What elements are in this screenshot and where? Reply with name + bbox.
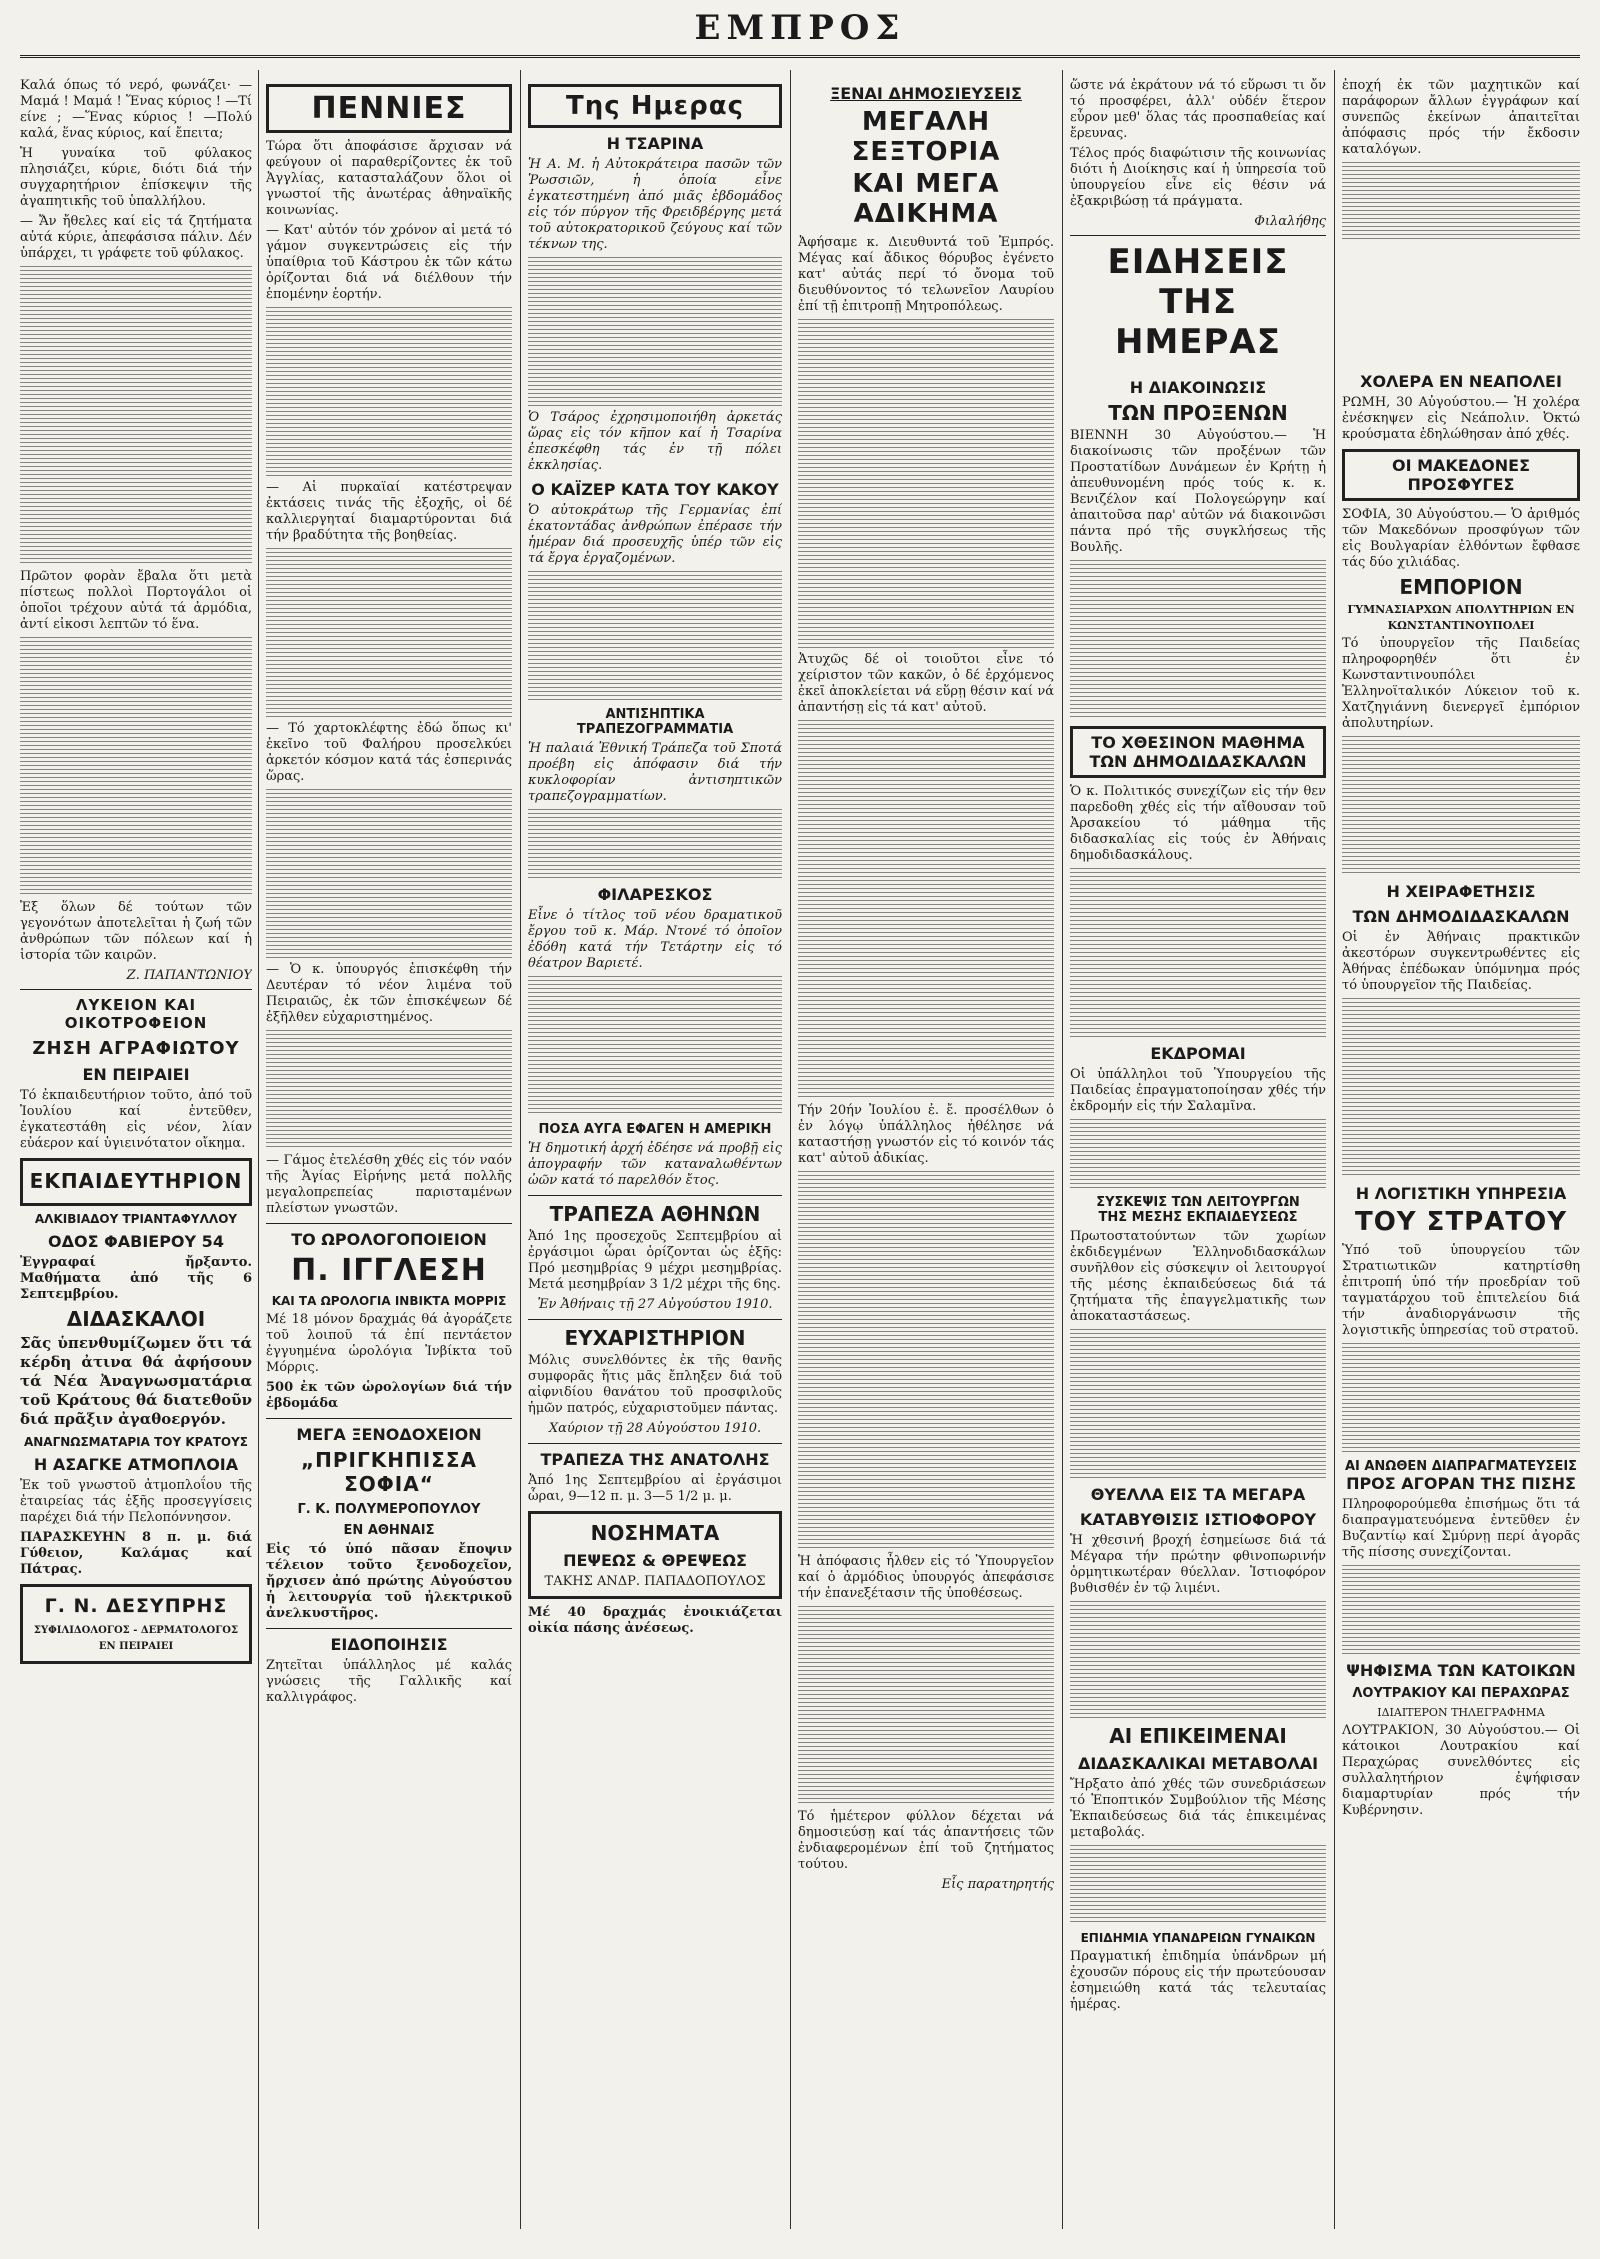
- notice-text: Ἀπό 1ης Σεπτεμβρίου αἱ ἐργάσιμοι ὧραι, 9—12 π. μ. 3—5 1/2 μ. μ.: [528, 1473, 782, 1504]
- ad-text: Ἐγγραφαί ἤρξαντο. Μαθήματα ἀπό τῆς 6 Σεπτεμβρίου.: [20, 1255, 252, 1302]
- story-heading: ΤΩΝ ΠΡΟΞΕΝΩΝ: [1108, 401, 1288, 425]
- ad-text: Σᾶς ὑπενθυμίζωμεν ὅτι τά κέρδη ἀτινα θά ἀφήσουν τά Νέα Ἀναγνωσματάρια τοῦ Κράτους θά διατεθοῦν διά πρᾶξιν ἀγαθοεργόν.: [20, 1334, 252, 1428]
- story-paragraph: Ὁ Τσάρος ἐχρησιμοποιήθη ἀρκετάς ὥρας εἰς τόν κῆπον καί ἡ Τσαρίνα ἐπεσκέφθη τάς ἐν τῇ πόλει ἐκκλησίας.: [528, 410, 782, 473]
- author-signature: Ζ. ΠΑΠΑΝΤΩΝΙΟΥ: [126, 968, 252, 983]
- story-heading: ΨΗΦΙΣΜΑ ΤΩΝ ΚΑΤΟΙΚΩΝ: [1346, 1661, 1576, 1680]
- text-block: [798, 319, 1054, 649]
- section-title: ΠΕΝΝΙΕΣ: [311, 91, 467, 126]
- text-block: [1342, 162, 1580, 242]
- section-title: ΕΙΔΗΣΕΙΣ ΤΗΣ ΗΜΕΡΑΣ: [1107, 242, 1289, 362]
- story-paragraph: Καλά όπως τό νερό, φωνάζει· —Μαμά ! Μαμά ! Ἕνας κύριος ! —Τί είνε ; —Ἕνας κύριος ! —Πολύ καλά, ἕνας κύριος, καί ἔπειτα;: [20, 78, 252, 141]
- story-paragraph: Εἶνε ὁ τίτλος τοῦ νέου δραματικοῦ ἔργου τοῦ κ. Μάρ. Ντονέ τό ὁποῖον ἐδόθη κατά τήν Τετάρτην εἰς τό θέατρον Βαριετέ.: [528, 908, 782, 971]
- ad-title: ΤΟ ΩΡΟΛΟΓΟΠΟΙΕΙΟΝ: [291, 1230, 487, 1249]
- ad-text: Μέ 40 δραχμάς ἐνοικιάζεται οἰκία πάσης ἀνέσεως.: [528, 1605, 782, 1636]
- story-paragraph: Ἀφήσαμε κ. Διευθυντά τοῦ Ἐμπρός. Μέγας καί ἄδικος θόρυβος ἐγένετο κατ' αὐτάς περί τό ὄνομα τοῦ διευθύνοντος τό τελωνεῖον Λαυρίου ἐπί τῇ ἐπιτροπῇ Μητροπόλεως.: [798, 235, 1054, 314]
- story-heading: ΟΙ ΜΑΚΕΔΟΝΕΣ ΠΡΟΣΦΥΓΕΣ: [1392, 456, 1530, 494]
- story-paragraph: Πραγματική ἐπιδημία ὑπάνδρων μή ἐχουσῶν πόρους εἰς τήν πρωτεύουσαν ἐσημειώθη κατά τάς τελευταίας ἡμέρας.: [1070, 1949, 1326, 2012]
- text-block: [1342, 1565, 1580, 1655]
- ad-school-name: ΖΗΣΗ ΑΓΡΑΦΙΩΤΟΥ: [32, 1038, 240, 1059]
- story-heading: Η ΛΟΓΙΣΤΙΚΗ ΥΠΗΡΕΣΙΑ: [1355, 1184, 1567, 1203]
- text-block: [266, 1030, 512, 1150]
- ad-box: [20, 1158, 252, 1206]
- story-paragraph: Τήν 20ήν Ἰουλίου ἐ. ἔ. προσέλθων ὁ ἐν λόγῳ ὑπάλληλος ἠθέλησε νά καταστήσῃ γνωστόν εἰς τό κοινόν τάς κατ' αὐτοῦ ἀδικίας.: [798, 1103, 1054, 1166]
- story-heading: ΑΙ ΕΠΙΚΕΙΜΕΝΑΙ: [1109, 1724, 1287, 1748]
- text-block: [266, 307, 512, 477]
- text-block: [1342, 998, 1580, 1178]
- story-paragraph: Ὑπό τοῦ ὑπουργείου τῶν Στρατιωτικῶν κατηρτίσθη ἐπιτροπή ὑπό τήν προεδρίαν τοῦ ταγματάρχου τοῦ ἐπιτελείου διά τήν ἀναδιοργάνωσιν τῆς λογιστικῆς ὑπηρεσίας τοῦ στρατοῦ.: [1342, 1243, 1580, 1338]
- story-heading: ΕΜΠΟΡΙΟΝ: [1399, 575, 1523, 599]
- text-block: [20, 266, 252, 566]
- ad-title: Γ. Ν. ΔΕΣΥΠΡΗΣ: [44, 1595, 228, 1617]
- story-paragraph: Τώρα ὅτι ἀποφάσισε ἄρχισαν νά φεύγουν οἱ παραθερίζοντες ἐκ τοῦ Ἀγγλίας, κατασταλάζουν ὅλοι οἱ γνωστοί τῆς ἀνωτέρας ἀθηναϊκῆς κοινωνίας.: [266, 139, 512, 218]
- ad-footer: ΑΝΑΓΝΩΣΜΑΤΑΡΙΑ ΤΟΥ ΚΡΑΤΟΥΣ: [23, 1435, 249, 1449]
- story-heading: ΑΝΤΙΣΗΠΤΙΚΑ ΤΡΑΠΕΖΟΓΡΑΜΜΑΤΙΑ: [576, 707, 734, 737]
- divider: [528, 1319, 782, 1320]
- notice-title: ΤΡΑΠΕΖΑ ΑΘΗΝΩΝ: [549, 1202, 761, 1226]
- ad-title: ΕΚΠΑΙΔΕΥΤΗΡΙΟΝ: [29, 1169, 243, 1193]
- text-block: [798, 720, 1054, 1100]
- ad-text: Ζητεῖται ὑπάλληλος μέ καλάς γνώσεις τῆς Γαλλικῆς καί καλλιγράφος.: [266, 1658, 512, 1705]
- story-heading: ΦΙΛΑΡΕΣΚΟΣ: [597, 885, 713, 904]
- story-heading: ΑΙ ΑΝΩΘΕΝ ΔΙΑΠΡΑΓΜΑΤΕΥΣΕΙΣ: [1344, 1459, 1578, 1474]
- column-5: [1070, 78, 1326, 2229]
- text-block: [528, 257, 782, 407]
- divider: [266, 1628, 512, 1629]
- story-paragraph: Ὁ αὐτοκράτωρ τῆς Γερμανίας ἐπί ἑκατοντάδας ἀνθρώπων ἐπέρασε τήν ἡμέραν διά προσευχῆς ὑπέρ τῶν εἰς τά ἔργα ἐργαζομένων.: [528, 503, 782, 566]
- notice-date: Ἐν Ἀθήναις τῇ 27 Αὐγούστου 1910.: [537, 1297, 773, 1312]
- column-divider: [1062, 70, 1063, 2229]
- story-paragraph: — Ὁ κ. ὑπουργός ἐπισκέφθη τήν Δευτέραν τό νέον λιμένα τοῦ Πειραιῶς, ἐκ τῶν ἐπισκέψεων δέ ἐξῆλθεν εὐχαριστημένος.: [266, 962, 512, 1025]
- ad-text: Μέ 18 μόνον δραχμάς θά ἀγοράζετε τοῦ λοιποῦ τά ἐπί πεντάετον ἐγγυημένα ὡρολόγια Ἰνβίκτα τοῦ Μόρρις.: [266, 1312, 512, 1375]
- ad-text: Εἰς τό ὑπό πᾶσαν ἔποψιν τέλειον τοῦτο ξενοδοχεῖον, ἤρχισεν ἀπό πρώτης Αὐγούστου ἡ λειτουργία τοῦ ἠλεκτρικοῦ ἀνελκυστῆρος.: [266, 1542, 512, 1621]
- ad-text: ΠΑΡΑΣΚΕΥΗΝ 8 π. μ. διά Γύθειον, Καλάμας καί Πάτρας.: [20, 1530, 252, 1577]
- story-paragraph: Οἱ ἐν Ἀθήναις πρακτικῶν ἀκεστόρων συγκεντρωθέντες εἰς Ἀθήνας ἐπέδωκαν ὑπόμνημα πρός τό ὑπουργεῖον τῆς Παιδείας.: [1342, 930, 1580, 993]
- text-block: [798, 1171, 1054, 1551]
- masthead-rule: [20, 55, 1580, 58]
- story-heading: ΤΟΥ ΣΤΡΑΤΟΥ: [1354, 1207, 1568, 1237]
- ad-title: ΔΙΔΑΣΚΑΛΟΙ: [66, 1307, 206, 1331]
- story-paragraph: Ἡ δημοτική ἀρχή ἐδέησε νά προβῇ εἰς ἀπογραφήν τῶν καταναλωθέντων ὠῶν κατά τό παρελθόν ἔτος.: [528, 1141, 782, 1188]
- author-signature: Εἷς παρατηρητής: [941, 1877, 1054, 1892]
- story-heading: Η ΤΣΑΡΙΝΑ: [606, 134, 704, 153]
- story-tag: ΙΔΙΑΙΤΕΡΟΝ ΤΗΛΕΓΡΑΦΗΜΑ: [1377, 1706, 1545, 1719]
- story-paragraph: ἐποχή ἐκ τῶν μαχητικῶν καί παράφορων ἄλλων ἐγγράφων καί συνεπῶς ἐκείνων ἀπαιτεῖται ἀπόφασις πρός τήν ἔκδοσιν καταλόγων.: [1342, 78, 1580, 157]
- headline: ΜΕΓΑΛΗ ΣΕΞΤΟΡΙΑ: [851, 107, 1001, 167]
- divider: [1070, 235, 1326, 236]
- text-block: [1070, 1329, 1326, 1479]
- text-block: [528, 809, 782, 879]
- column-2: [266, 78, 512, 2229]
- story-heading: ΛΟΥΤΡΑΚΙΟΥ ΚΑΙ ΠΕΡΑΧΩΡΑΣ: [1352, 1686, 1570, 1701]
- story-heading: Ο ΚΑΪΖΕΡ ΚΑΤΑ ΤΟΥ ΚΑΚΟΥ: [531, 480, 779, 499]
- story-paragraph: Οἱ ὑπάλληλοι τοῦ Ὑπουργείου τῆς Παιδείας ἐπραγματοποίησαν χθές τήν ἐκδρομήν εἰς τήν Σαλαμῖνα.: [1070, 1067, 1326, 1114]
- ad-address: ΟΔΟΣ ΦΑΒΙΕΡΟΥ 54: [48, 1232, 224, 1251]
- story-heading: Η ΔΙΑΚΟΙΝΩΣΙΣ: [1129, 378, 1267, 397]
- story-paragraph: — Γάμος ἐτελέσθη χθές εἰς τόν ναόν τῆς Ἁγίας Εἰρήνης μετά πολλῆς μεγαλοπρεπείας παρισταμένων πλείστων γνωστῶν.: [266, 1153, 512, 1216]
- story-paragraph: ΣΟΦΙΑ, 30 Αὐγούστου.— Ὁ ἀριθμός τῶν Μακεδόνων προσφύγων τῶν εἰς Βουλγαρίαν ἐλθόντων ἔφθασε τάς δύο χιλιάδας.: [1342, 507, 1580, 570]
- story-heading: ΣΥΣΚΕΨΙΣ ΤΩΝ ΛΕΙΤΟΥΡΓΩΝ: [1096, 1195, 1300, 1210]
- text-block: [1070, 1601, 1326, 1721]
- section-label: ΞΕΝΑΙ ΔΗΜΟΣΙΕΥΣΕΙΣ: [830, 84, 1022, 103]
- notice-text: Ἀπό 1ης προσεχοῦς Σεπτεμβρίου αἱ ἐργάσιμοι ὧραι ὁρίζονται ὡς ἑξῆς: Πρό μεσημβρίας 9 μέχρι μεσημβρίας. Μετά μεσημβρίαν 3 1/2 μέχρι τῆς 6ης.: [528, 1229, 782, 1292]
- notice-date: Χαύριον τῇ 28 Αὐγούστου 1910.: [548, 1421, 762, 1436]
- column-6: [1342, 78, 1580, 2229]
- story-paragraph: Πληροφορούμεθα ἐπισήμως ὅτι τά διαπραγματευόμενα ἐντεῦθεν ἐν Βυζαντίῳ καί Σμύρνῃ περί ἀγορᾶς τῆς πίσσης συνεχίζονται.: [1342, 1497, 1580, 1560]
- ad-place: ΕΝ ΑΘΗΝΑΙΣ: [343, 1523, 435, 1538]
- story-paragraph: Ἐξ ὅλων δέ τούτων τῶν γεγονότων ἀποτελεῖται ἡ ζωή τῶν ἀνθρώπων τῶν πόλεων καί ἡ ἱστορία τῶν καιρῶν.: [20, 900, 252, 963]
- story-paragraph: Ἤρξατο ἀπό χθές τῶν συνεδριάσεων τό Ἐποπτικόν Συμβούλιον τῆς Μέσης Ἐκπαιδεύσεως διά τάς ἐπικειμένας μεταβολάς.: [1070, 1777, 1326, 1840]
- story-paragraph: — Ἄν ἤθελες καί εἰς τά ζητήματα αὐτά κύριε, ἀπεφάσισα πάλιν. Δέν ὑπάρχει, τι γράφετε τοῦ φύλακος.: [20, 214, 252, 261]
- text-block: [1070, 868, 1326, 1038]
- story-paragraph: Ἡ ἀπόφασις ἦλθεν εἰς τό Ὑπουργεῖον καί ὁ ἀρμόδιος ὑπουργός ἀπεφάσισε τήν ἐπανεξέτασιν τῆς ὑποθέσεως.: [798, 1554, 1054, 1601]
- ad-doctor: ΤΑΚΗΣ ΑΝΔΡ. ΠΑΠΑΔΟΠΟΥΛΟΣ: [544, 1574, 766, 1589]
- story-heading: Η ΧΕΙΡΑΦΕΤΗΣΙΣ: [1386, 882, 1536, 901]
- story-paragraph: Ἡ παλαιά Ἐθνική Τράπεζα τοῦ Σποτά προέβη εἰς ἀπόφασιν διά τήν κυκλοφορίαν ἀντισηπτικῶν τραπεζογραμματίων.: [528, 741, 782, 804]
- story-paragraph: Ἡ χθεσινή βροχή ἐσημείωσε διά τά Μέγαρα τήν πρώτην φθινοπωρινήν ὁρμητικωτέραν θύελλαν. Ἱστιοφόρον βυθισθέν ἐν τῷ λιμένι.: [1070, 1533, 1326, 1596]
- headline: ΚΑΙ ΜΕΓΑ ΑΔΙΚΗΜΑ: [852, 169, 1000, 229]
- story-subheading: ΓΥΜΝΑΣΙΑΡΧΩΝ ΑΠΟΛΥΤΗΡΙΩΝ ΕΝ ΚΩΝΣΤΑΝΤΙΝΟΥΠΟΛΕΙ: [1347, 603, 1575, 632]
- ad-text: Ἐκ τοῦ γνωστοῦ ἀτμοπλοΐου τῆς ἐταιρείας τάς ἑξῆς προσεγγίσεις παρέχει διά τήν Πελοπόννησον.: [20, 1478, 252, 1525]
- column-4: [798, 78, 1054, 2229]
- text-block: [1342, 1343, 1580, 1453]
- ad-title: Η ΑΣΑΓΚΕ ΑΤΜΟΠΛΟΙΑ: [33, 1455, 239, 1474]
- ad-title: ΕΙΔΟΠΟΙΗΣΙΣ: [330, 1635, 448, 1654]
- story-paragraph: ΒΙΕΝΝΗ 30 Αὐγούστου.— Ἡ διακοίνωσις τῶν προξένων τῶν Προστατίδων Δυνάμεων ἐν Κρήτῃ ἡ ἀπευθυνομένη πρός τούς κ. κ. Βενιζέλον καί Πολογεώργην καί ἀπαιτοῦσα παρ' αὐτῶν νά διακοινῶσι πάντα πρό τῆς συγκλήσεως τῆς Βουλῆς.: [1070, 428, 1326, 555]
- story-heading: ΤΩΝ ΔΗΜΟΔΙΔΑΣΚΑΛΩΝ: [1352, 907, 1570, 926]
- story-paragraph: — Αἱ πυρκαϊαί κατέστρεψαν ἐκτάσεις τινάς τῆς ἐξοχῆς, οἱ δέ καλλιεργηταί διαμαρτύρονται διά τήν βραδύτητα τῆς βοηθείας.: [266, 480, 512, 543]
- story-heading: ΠΟΣΑ ΑΥΓΑ ΕΦΑΓΕΝ Η ΑΜΕΡΙΚΗ: [538, 1122, 772, 1137]
- column-divider: [520, 70, 521, 2229]
- text-block: [1070, 1119, 1326, 1189]
- text-block: [1342, 736, 1580, 876]
- ad-text: ΣΥΦΙΛΙΔΟΛΟΓΟΣ - ΔΕΡΜΑΤΟΛΟΓΟΣ ΕΝ ΠΕΙΡΑΙΕΙ: [33, 1625, 239, 1652]
- text-block: [266, 789, 512, 959]
- text-block: [1070, 1845, 1326, 1925]
- story-paragraph: Ὁ κ. Πολιτικός συνεχίζων εἰς τήν θεν παρεδοθη χθές εἰς τήν αἴθουσαν τοῦ Ἀρσακείου τό μάθημα τῆς διδασκαλίας εἰς τούς ἐν Ἀθήναις δημοδιδασκάλους.: [1070, 784, 1326, 863]
- story-paragraph: Τό ἡμέτερον φύλλον δέχεται νά δημοσιεύσῃ καί τάς ἀπαντήσεις τῶν ἐνδιαφερομένων ἐπί τοῦ ζητήματος τούτου.: [798, 1809, 1054, 1872]
- text-block: [528, 571, 782, 701]
- heading-box: [1070, 726, 1326, 778]
- heading-box: [1342, 449, 1580, 501]
- story-heading: ΔΙΔΑΣΚΑΛΙΚΑΙ ΜΕΤΑΒΟΛΑΙ: [1077, 1754, 1319, 1773]
- divider: [528, 1195, 782, 1196]
- story-heading: ΕΠΙΔΗΜΙΑ ΥΠΑΝΔΡΕΙΩΝ ΓΥΝΑΙΚΩΝ: [1080, 1931, 1316, 1945]
- column-divider: [1334, 70, 1335, 2229]
- ad-text: 500 ἐκ τῶν ὡρολογίων διά τήν ἑβδομάδα: [266, 1380, 512, 1411]
- story-paragraph: Πρωτοστατούντων τῶν χωρίων ἐκδιδεγμένων Ἑλληνοδιδασκάλων συνῆλθον εἰς σύσκεψιν οἱ λειτουργοί τῆς μέσης ἐκπαιδεύσεως διά τά ζητήματα τῆς ἐπαγγελματικῆς των ἀποκαταστάσεως.: [1070, 1229, 1326, 1324]
- ad-owner: Γ. Κ. ΠΟΛΥΜΕΡΟΠΟΥΛΟΥ: [297, 1502, 481, 1517]
- text-block: [528, 976, 782, 1116]
- story-heading: ΕΚΔΡΟΜΑΙ: [1150, 1044, 1246, 1063]
- section-title: Της Ημερας: [566, 91, 744, 121]
- column-divider: [258, 70, 259, 2229]
- story-paragraph: Τό ὑπουργεῖον τῆς Παιδείας πληροφορηθέν ὅτι ἐν Κωνσταντινουπόλει Ἑλληνοϊταλικόν Λύκειον τοῦ κ. Χατζηγιάννη διενεργεῖ ἐμπόριον ἀπολυτηρίων.: [1342, 636, 1580, 731]
- section-title-box: [528, 84, 782, 128]
- ad-school-text: Τό ἐκπαιδευτήριον τοῦτο, ἀπό τοῦ Ἰουλίου καί ἐντεῦθεν, ἐγκατεστάθη εἰς νέον, λίαν εὐάερον καί ὑγιεινότατον οἴκημα.: [20, 1088, 252, 1151]
- section-title-box: [266, 84, 512, 133]
- story-paragraph: — Κατ' αὐτόν τόν χρόνον αἱ μετά τό γάμον συγκεντρώσεις εἰς τήν ὑπαίθρια τοῦ Κάστρου ἐκ τῶν κάτω ὀρίζονται διά νά διέλθουν τήν ἑπομένην ἑορτήν.: [266, 223, 512, 302]
- notice-text: Μόλις συνελθόντες ἐκ τῆς θανῆς συμφορᾶς ἥτις μᾶς ἔπληξεν διά τοῦ αἰφνιδίου θανάτου τοῦ προσφιλοῦς ἡμῶν πατρός, εὐχαριστοῦμεν πάντας.: [528, 1353, 782, 1416]
- column-1: [20, 78, 252, 2229]
- story-heading: ΚΑΤΑΒΥΘΙΣΙΣ ΙΣΤΙΟΦΟΡΟΥ: [1079, 1510, 1317, 1529]
- ad-name: ΑΛΚΙΒΙΑΔΟΥ ΤΡΙΑΝΤΑΦΥΛΛΟΥ: [34, 1212, 238, 1226]
- story-heading: ΤΗΣ ΜΕΣΗΣ ΕΚΠΑΙΔΕΥΣΕΩΣ: [1098, 1210, 1298, 1225]
- ad-school-title: ΛΥΚΕΙΟΝ ΚΑΙ ΟΙΚΟΤΡΟΦΕΙΟΝ: [64, 996, 208, 1032]
- text-block: [798, 1606, 1054, 1806]
- story-heading: ΤΟ ΧΘΕΣΙΝΟΝ ΜΑΘΗΜΑ: [1091, 733, 1305, 752]
- story-paragraph: — Τό χαρτοκλέφτης ἐδώ ὅπως κι' ἐκεῖνο τοῦ Φαλήρου προσελκύει ἀρκετόν κόσμον κατά τάς ἑσπερινάς ὥρας.: [266, 721, 512, 784]
- story-paragraph: Ἀτυχῶς δέ οἱ τοιοῦτοι εἶνε τό χείριστον τῶν κακῶν, ὁ δέ ἐρχόμενος ἐκεῖ ἀποκλείεται νά εὕρῃ θέσιν καί νά ἀπαντήσῃ εἰς τά κατ' αὐτοῦ.: [798, 652, 1054, 715]
- author-signature: Φιλαλήθης: [1254, 214, 1326, 229]
- story-paragraph: ΛΟΥΤΡΑΚΙΟΝ, 30 Αὐγούστου.— Οἱ κάτοικοι Λουτρακίου καί Περαχώρας συνελθόντες εἰς συλλαλητήριον ἐψήφισαν διαμαρτυρίαν πρός τήν Κυβέρνησιν.: [1342, 1723, 1580, 1818]
- ad-name: Π. ΙΓΓΛΕΣΗ: [291, 1253, 487, 1288]
- text-block: [266, 548, 512, 718]
- ad-subtitle: ΠΕΨΕΩΣ & ΘΡΕΨΕΩΣ: [563, 1551, 747, 1570]
- notice-title: ΤΡΑΠΕΖΑ ΤΗΣ ΑΝΑΤΟΛΗΣ: [540, 1450, 770, 1469]
- ad-name: „ΠΡΙΓΚΗΠΙΣΣΑ ΣΟΦΙΑ“: [301, 1448, 477, 1496]
- divider: [528, 1443, 782, 1444]
- divider: [20, 989, 252, 990]
- story-heading: ΘΥΕΛΛΑ ΕΙΣ ΤΑ ΜΕΓΑΡΑ: [1090, 1485, 1306, 1504]
- story-paragraph: ὥστε νά ἐκράτουν νά τό εὕρωσι τι ὄν τό προσφέρει, ἀλλ' οὐδέν ἕτερον εὗρον μεθ' ὅλας τάς προσπαθείας καί ἔρευνας.: [1070, 78, 1326, 141]
- ad-title: ΝΟΣΗΜΑΤΑ: [590, 1521, 720, 1545]
- story-paragraph: Ἡ γυναίκα τοῦ φύλακος πλησιάζει, κύριε, διότι διά τήν συγχαρητήριον ἐπίσκεψιν τῆς ἀγαπητικῆς τοῦ ὑπαλλήλου.: [20, 146, 252, 209]
- story-paragraph: Πρῶτον φορὰν ἔβαλα ὅτι μετὰ πίστεως πολλοὶ Πορτογάλοι οἱ ὁποῖοι τρέχουν αὐτά τά ἀρμόδια, ἀντί εἰκοσι λεπτῶν τό ἕνα.: [20, 569, 252, 632]
- divider: [266, 1418, 512, 1419]
- ad-box: [528, 1511, 782, 1599]
- ad-subtitle: ΚΑΙ ΤΑ ΩΡΟΛΟΓΙΑ ΙΝΒΙΚΤΑ ΜΟΡΡΙΣ: [271, 1294, 507, 1308]
- notice-title: ΕΥΧΑΡΙΣΤΗΡΙΟΝ: [564, 1326, 746, 1350]
- ad-title: ΜΕΓΑ ΞΕΝΟΔΟΧΕΙΟΝ: [296, 1425, 482, 1444]
- text-block: [20, 637, 252, 897]
- masthead: [0, 0, 1600, 60]
- ad-school-place: ΕΝ ΠΕΙΡΑΙΕΙ: [82, 1065, 190, 1084]
- column-divider: [790, 70, 791, 2229]
- story-paragraph: Τέλος πρός διαφώτισιν τῆς κοινωνίας διότι ἡ Διοίκησις καί ἡ ὑπηρεσία τοῦ ὑπουργείου εἶνε εἰς θέσιν νά ἐξακριβώσῃ τά πράγματα.: [1070, 146, 1326, 209]
- newspaper-title: ΕΜΠΡΟΣ: [694, 8, 906, 48]
- text-block: [1070, 560, 1326, 720]
- story-heading: ΧΟΛΕΡΑ ΕΝ ΝΕΑΠΟΛΕΙ: [1360, 372, 1562, 391]
- story-heading: ΤΩΝ ΔΗΜΟΔΙΔΑΣΚΑΛΩΝ: [1089, 752, 1307, 771]
- column-3: [528, 78, 782, 2229]
- ad-box: [20, 1584, 252, 1664]
- story-paragraph: ΡΩΜΗ, 30 Αὐγούστου.— Ἡ χολέρα ἐνέσκηψεν εἰς Νεάπολιν. Ὀκτώ κρούσματα ἐδηλώθησαν ἀπό χθές.: [1342, 395, 1580, 442]
- story-heading: ΠΡΟΣ ΑΓΟΡΑΝ ΤΗΣ ΠΙΣΗΣ: [1346, 1474, 1576, 1493]
- story-paragraph: Ἡ Α. Μ. ἡ Αὐτοκράτειρα πασῶν τῶν Ῥωσσιῶν, ἡ ὁποία εἶνε ἐγκατεστημένη ἀπό μιᾶς ἑβδομάδος εἰς τόν πύργον τῆς Φρειδβέργης μετά τοῦ αὐτοκρατορικοῦ ζεύγους καί τῶν τέκνων της.: [528, 157, 782, 252]
- divider: [266, 1223, 512, 1224]
